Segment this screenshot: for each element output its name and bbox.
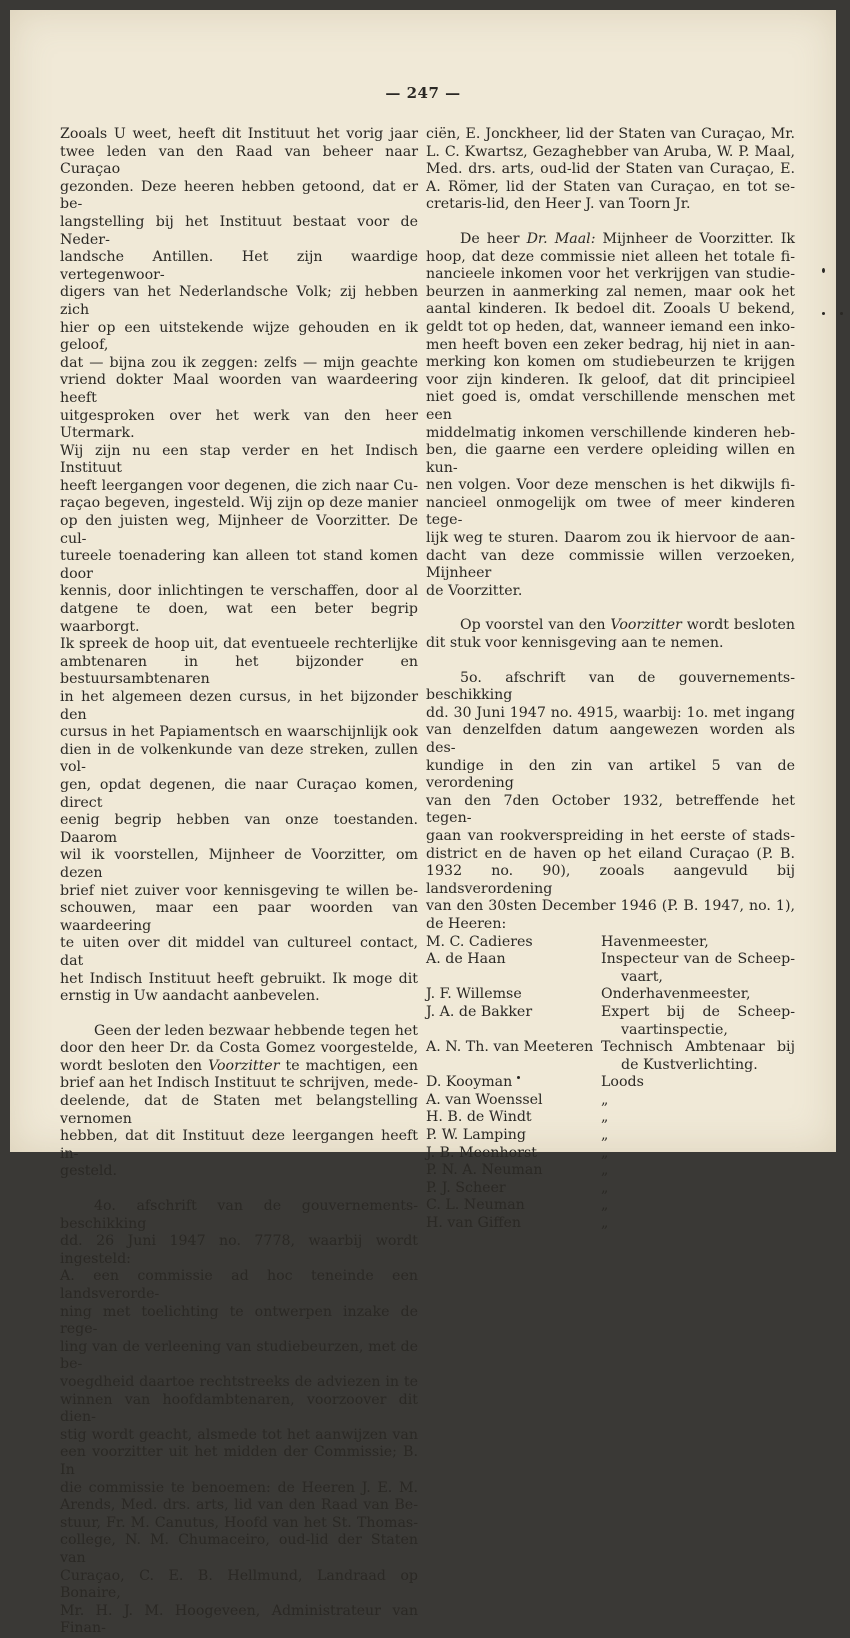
text-line: beurzen in aanmerking zal nemen, maar ook het (426, 283, 795, 300)
text-line: dd. 30 Juni 1947 no. 4915, waarbij: 1o. met ingang (426, 704, 795, 721)
text-line: twee leden van den Raad van beheer naar Curaçao (60, 143, 418, 178)
text-line: Op voorstel van den Voorzitter wordt besloten (460, 617, 795, 634)
text-line: raçao begeven, ingesteld. Wij zijn op deze manier (60, 495, 418, 512)
appointee-row (426, 1074, 795, 1092)
text-line: Ik spreek de hoop uit, dat eventueele rechterlijke (60, 636, 418, 653)
text-line: van den 7den October 1932, betreffende het tegen- (426, 792, 795, 827)
text-line: eenig begrip hebben van onze toestanden. Daarom (60, 812, 418, 846)
text-line: door den heer Dr. da Costa Gomez voorgestelde, (60, 1040, 418, 1057)
text-line: ernstig in Uw aandacht aanbevelen. (60, 988, 320, 1005)
paragraph-decree (426, 670, 795, 934)
text-line: wordt besloten den Voorzitter te machtigen, een (60, 1057, 419, 1074)
ink-speck (517, 1076, 520, 1079)
appointee-name: J. B. Meenhorst (426, 1144, 537, 1161)
appointee-row (426, 934, 795, 952)
text-line: stuur, Fr. M. Canutus, Hoofd van het St. Thomas- (60, 1514, 418, 1531)
text-line: Mr. H. J. M. Hoogeveen, Administrateur van Finan- (60, 1602, 418, 1637)
appointee-function (601, 1039, 795, 1074)
text-line: merking kon komen om studiebeurzen te krijgen (426, 354, 795, 371)
text-line: nancieel onmogelijk om twee of meer kinderen tege- (426, 494, 795, 529)
text-line: aantal kinderen. Ik bedoel dit. Zooals U bekend, (426, 301, 795, 318)
function-line: Loods (601, 1074, 644, 1091)
text-line: heeft leergangen voor degenen, die zich naar Cu- (60, 477, 418, 494)
text-line: kennis, door inlichtingen te verschaffen, door al (60, 583, 418, 600)
text-line: cretaris-lid, den Heer J. van Toorn Jr. (426, 196, 691, 213)
ink-speck (822, 312, 825, 315)
appointee-list (426, 934, 795, 1233)
text-line: voor zijn kinderen. Ik geloof, dat dit principieel (426, 371, 795, 388)
appointee-row (426, 1004, 795, 1039)
function-line: Havenmeester, (601, 933, 709, 950)
text-line: winnen van hoofdambtenaren, voorzoover dit dien- (60, 1391, 418, 1426)
appointee-function (601, 1197, 795, 1215)
appointee-row (426, 1145, 795, 1163)
text-line: ling van de verleening van studiebeurzen, met de be- (60, 1338, 418, 1373)
text-line: De heer Dr. Maal: Mijnheer de Voorzitter. Ik (460, 230, 795, 247)
text-line: gezonden. Deze heeren hebben getoond, dat er be- (60, 178, 418, 213)
appointee-name: C. L. Neuman (426, 1197, 525, 1214)
text-line: hoop, dat deze commissie niet alleen het totale fi- (426, 248, 795, 265)
function-line: „ (601, 1179, 609, 1196)
text-line: die commissie te benoemen: de Heeren J. E. M. (60, 1479, 418, 1496)
appointee-row (426, 1109, 795, 1127)
text-line: nen volgen. Voor deze menschen is het dikwijls fi- (426, 477, 795, 494)
text-line: tureele toenadering kan alleen tot stand komen door (60, 548, 418, 582)
text-line: van den 30sten December 1946 (P. B. 1947, no. 1), (426, 898, 795, 915)
text-line: lijk weg te sturen. Daarom zou ik hiervoor de aan- (426, 530, 795, 547)
function-line: Expert bij de Scheep- (601, 1003, 795, 1020)
appointee-name: D. Kooyman (426, 1074, 513, 1091)
paragraph-members (426, 126, 795, 214)
appointee-name: M. C. Cadieres (426, 933, 533, 950)
text-line: langstelling bij het Instituut bestaat voor de Neder- (60, 213, 418, 248)
text-line: district en de haven op het eiland Curaçao (P. B. (426, 845, 795, 862)
text-line: wil ik voorstellen, Mijnheer de Voorzitter, om dezen (60, 847, 418, 881)
text-line: ciën, E. Jonckheer, lid der Staten van Curaçao, Mr. (426, 126, 795, 142)
left-column (60, 126, 418, 1638)
text-line: digers van het Nederlandsche Volk; zij hebben zich (60, 284, 418, 318)
text-line: brief aan het Indisch Instituut te schrijven, mede- (60, 1075, 418, 1092)
appointee-row (426, 1180, 795, 1198)
text-line: niet goed is, omdat verschillende menschen met een (426, 389, 795, 423)
text-line: in het algemeen dezen cursus, in het bijzonder den (60, 689, 418, 723)
text-line: A. Römer, lid der Staten van Curaçao, en tot se- (426, 178, 795, 195)
appointee-row (426, 951, 795, 986)
appointee-name: P. N. A. Neuman (426, 1162, 543, 1179)
text-line: kundige in den zin van artikel 5 van de verordening (426, 757, 795, 792)
speaker-name: Dr. Maal: (526, 230, 596, 247)
text-line: L. C. Kwartsz, Gezaghebber van Aruba, W. P. Maal, (426, 143, 795, 160)
appointee-name: A. N. Th. van Meeteren (426, 1039, 594, 1056)
text-line: ambtenaren in het bijzonder en bestuursambtenaren (60, 653, 418, 688)
text-line: men heeft boven een zeker bedrag, hij niet in aan- (426, 336, 795, 353)
function-line: vaartinspectie, (621, 1021, 728, 1038)
appointee-function (601, 986, 795, 1004)
function-line: „ (601, 1197, 609, 1214)
appointee-name: J. A. de Bakker (426, 1003, 533, 1020)
paragraph-proposal (426, 617, 795, 652)
text-line: 1932 no. 90), zooals aangevuld bij landsverordening (426, 863, 795, 897)
text-line: de Voorzitter. (426, 582, 523, 599)
text-line: Med. drs. arts, oud-lid der Staten van Curaçao, E. (426, 161, 795, 178)
text-line: Wij zijn nu een stap verder en het Indisch Instituut (60, 442, 418, 477)
text-line: Curaçao, C. E. B. Hellmund, Landraad op Bonaire, (60, 1567, 418, 1602)
text-line: landsche Antillen. Het zijn waardige vertegenwoor- (60, 249, 418, 283)
appointee-function (601, 951, 795, 986)
appointee-name: J. F. Willemse (426, 986, 522, 1003)
function-line: „ (601, 1091, 609, 1108)
text-line: gen, opdat degenen, die naar Curaçao komen, direct (60, 776, 418, 811)
text-line: dacht van deze commissie willen verzoeken, Mijnheer (426, 547, 795, 582)
text-line: te uiten over dit middel van cultureel contact, dat (60, 935, 418, 969)
appointee-function (601, 1215, 795, 1233)
appointee-name: A. de Haan (426, 951, 506, 968)
function-line: „ (601, 1127, 609, 1144)
function-line: „ (601, 1109, 609, 1126)
ink-speck (840, 312, 843, 315)
ink-speck (822, 268, 825, 273)
emphasis: Voorzitter (208, 1057, 280, 1074)
appointee-row (426, 1039, 795, 1074)
function-line: vaart, (621, 968, 663, 985)
appointee-row (426, 1092, 795, 1110)
right-column (426, 126, 795, 1233)
text-line: A. een commissie ad hoc teneinde een landsverorde- (60, 1268, 418, 1302)
appointee-function (601, 1004, 795, 1039)
text-line: ben, die gaarne een verdere opleiding willen en kun- (426, 442, 795, 476)
text-line: dien in de volkenkunde van deze streken, zullen vol- (60, 741, 418, 776)
text-line: middelmatig inkomen verschillende kinderen heb- (426, 424, 795, 441)
text-line: Arends, Med. drs. arts, lid van den Raad van Be- (60, 1497, 418, 1514)
appointee-row (426, 1215, 795, 1233)
appointee-name: P. W. Lamping (426, 1127, 526, 1144)
text-line: deelende, dat de Staten met belangstelling vernomen (60, 1093, 418, 1127)
paragraph-commission (60, 1198, 418, 1638)
text-line: vriend dokter Maal woorden van waardeering heeft (60, 372, 418, 406)
text-line: hier op een uitstekende wijze gehouden en ik geloof, (60, 319, 418, 354)
text-line: datgene te doen, wat een beter begrip waarborgt. (60, 601, 418, 635)
text-line: gaan van rookverspreiding in het eerste of stads- (426, 827, 795, 844)
text-line: brief niet zuiver voor kennisgeving te willen be- (60, 882, 418, 899)
appointee-function (601, 1145, 795, 1163)
text-line: cursus in het Papiamentsch en waarschijnlijk ook (60, 724, 418, 741)
text-line: dat — bijna zou ik zeggen: zelfs — mijn geachte (60, 354, 418, 371)
function-line: de Kustverlichting. (621, 1056, 758, 1073)
appointee-name: P. J. Scheer (426, 1179, 506, 1196)
text-line: dd. 26 Juni 1947 no. 7778, waarbij wordt ingesteld: (60, 1233, 418, 1267)
text-line: geldt tot op heden, dat, wanneer iemand een inko- (426, 318, 795, 335)
text-line: stig wordt geacht, alsmede tot het aanwijzen van (60, 1426, 418, 1443)
text-line: van denzelfden datum aangewezen worden als des- (426, 722, 795, 756)
appointee-function (601, 1092, 795, 1110)
appointee-row (426, 1197, 795, 1215)
emphasis: Voorzitter (610, 617, 682, 634)
appointee-function (601, 1180, 795, 1198)
appointee-function (601, 1109, 795, 1127)
text-line: dit stuk voor kennisgeving aan te nemen. (426, 635, 724, 652)
document-page (10, 10, 836, 1637)
text-line: het Indisch Instituut heeft gebruikt. Ik moge dit (60, 970, 418, 987)
appointee-function (601, 1074, 795, 1092)
function-line: Inspecteur van de Scheep- (601, 951, 795, 968)
paragraph-dr-maal (426, 231, 795, 600)
text-line: nancieele inkomen voor het verkrijgen van studie- (426, 266, 795, 283)
appointee-row (426, 1162, 795, 1180)
appointee-name: H. van Giffen (426, 1215, 521, 1232)
text-line: uitgesproken over het werk van den heer Utermark. (60, 407, 418, 442)
text-line: 5o. afschrift van de gouvernements-beschikking (426, 669, 795, 704)
appointee-function (601, 1162, 795, 1180)
appointee-name: A. van Woenssel (426, 1091, 543, 1108)
text-line: voegdheid daartoe rechtstreeks de adviezen in te (60, 1373, 418, 1390)
text-line: de Heeren: (426, 915, 507, 932)
paragraph-institute (60, 126, 418, 1006)
text-line: gesteld. (60, 1163, 117, 1180)
function-line: „ (601, 1215, 609, 1232)
appointee-function (601, 934, 795, 952)
function-line: Technisch Ambtenaar bij (601, 1039, 795, 1056)
function-line: „ (601, 1144, 609, 1161)
appointee-function (601, 1127, 795, 1145)
page-number: — 247 — (385, 84, 461, 102)
function-line: „ (601, 1162, 609, 1179)
text-line: schouwen, maar een paar woorden van waardeering (60, 900, 418, 934)
text-line: Zooals U weet, heeft dit Instituut het vorig jaar (60, 126, 418, 142)
text-line: ning met toelichting te ontwerpen inzake de rege- (60, 1303, 418, 1338)
text-line: 4o. afschrift van de gouvernements-beschikking (60, 1198, 418, 1232)
appointee-row (426, 986, 795, 1004)
paragraph-decision (60, 1023, 418, 1181)
text-line: op den juisten weg, Mijnheer de Voorzitter. De cul- (60, 513, 418, 547)
function-line: Onderhavenmeester, (601, 986, 751, 1003)
appointee-name: H. B. de Windt (426, 1109, 532, 1126)
text-line: Geen der leden bezwaar hebbende tegen het (94, 1022, 418, 1039)
appointee-row (426, 1127, 795, 1145)
text-line: een voorzitter uit het midden der Commissie; B. In (60, 1444, 418, 1478)
text-line: hebben, dat dit Instituut deze leergangen heeft in- (60, 1128, 418, 1162)
text-line: college, N. M. Chumaceiro, oud-lid der Staten van (60, 1532, 418, 1566)
